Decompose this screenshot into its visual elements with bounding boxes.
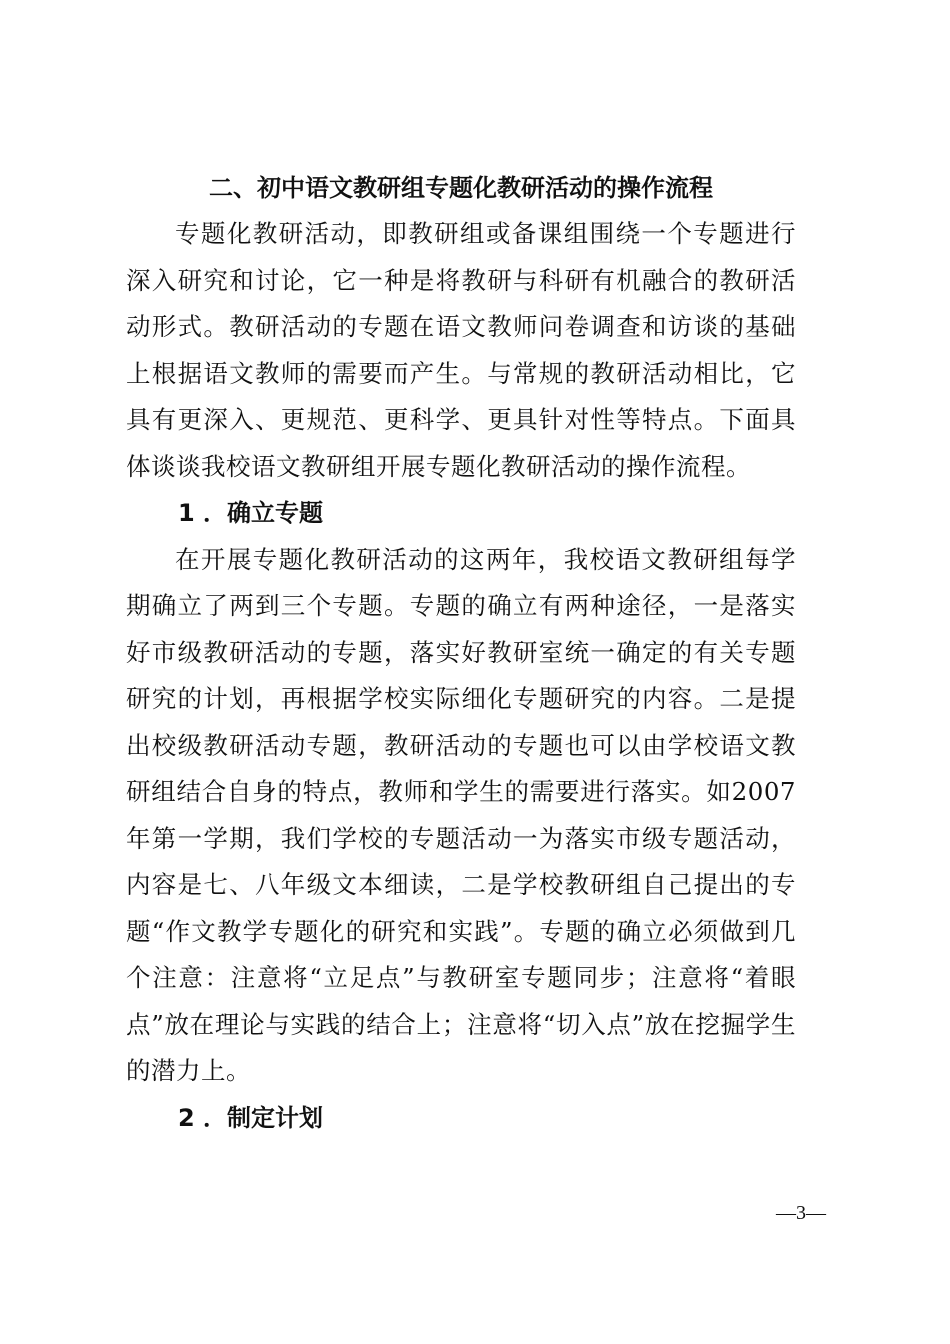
- page-number: —3—: [776, 1202, 826, 1224]
- subsection-title-2: 2 ．制定计划: [178, 1103, 324, 1132]
- document-body: [126, 165, 796, 1141]
- subsection-body-1: 在开展专题化教研活动的这两年，我校语文教研组每学期确立了两到三个专题。专题的确立有两种途径，一是落实好市级教研活动的专题，落实好教研室统一确定的有关专题研究的计划，再根据学校实际细化专题研究的内容。二是提出校级教研活动专题，教研活动的专题也可以由学校语文教研组结合自身的特点，教师和学生的需要进行落实。如2007年第一学期，我们学校的专题活动一为落实市级专题活动，内容是七、八年级文本细读，二是学校教研组自己提出的专题“作文教学专题化的研究和实践”。专题的确立必须做到几个注意：注意将“立足点”与教研室专题同步；注意将“着眼点”放在理论与实践的结合上；注意将“切入点”放在挖掘学生的潜力上。: [126, 544, 796, 1085]
- section-heading: 二、初中语文教研组专题化教研活动的操作流程: [209, 174, 713, 202]
- intro-paragraph: 专题化教研活动，即教研组或备课组围绕一个专题进行深入研究和讨论，它一种是将教研与科研有机融合的教研活动形式。教研活动的专题在语文教师问卷调查和访谈的基础上根据语文教师的需要而产生。与常规的教研活动相比，它具有更深入、更规范、更科学、更具针对性等特点。下面具体谈谈我校语文教研组开展专题化教研活动的操作流程。: [126, 219, 796, 481]
- subsection-title-1: 1 ．确立专题: [178, 499, 324, 527]
